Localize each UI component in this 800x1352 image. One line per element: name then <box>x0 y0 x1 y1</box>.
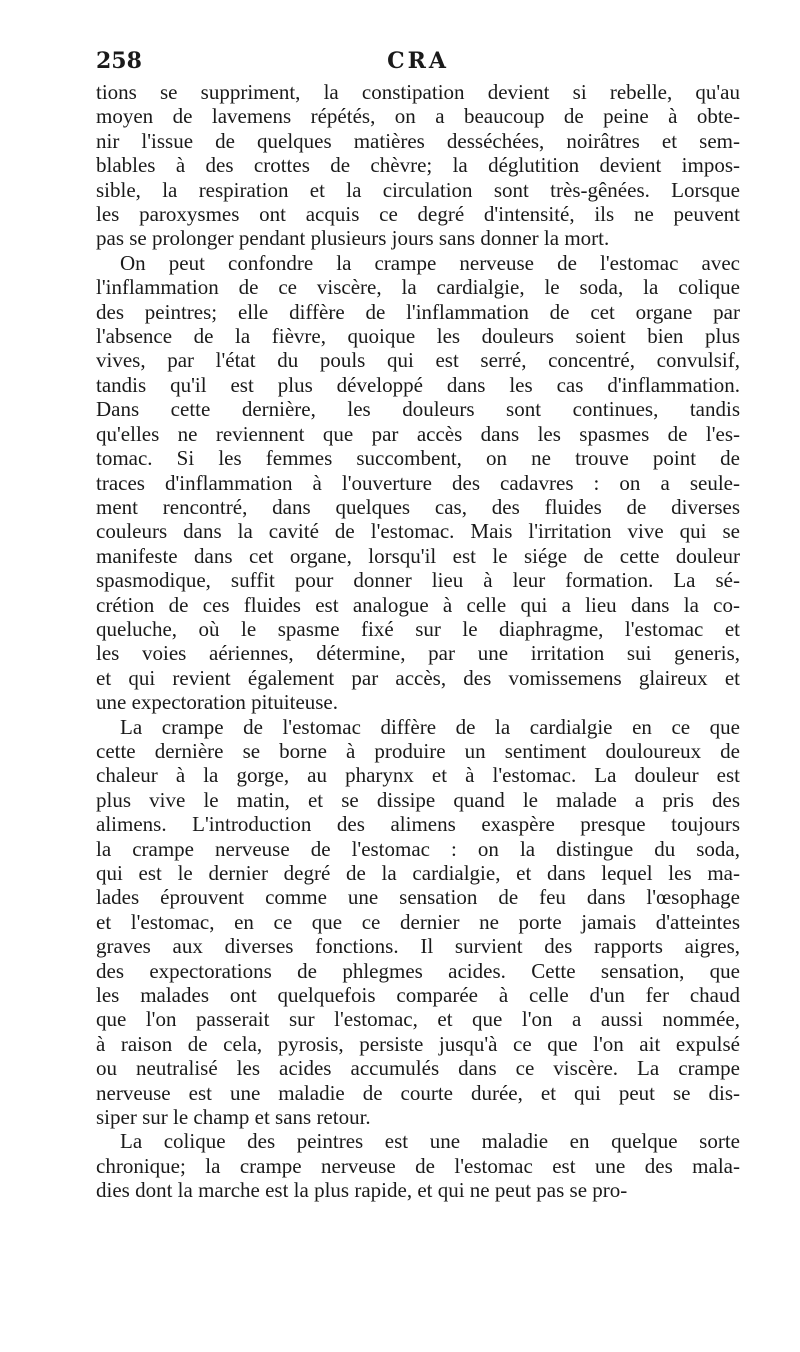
text-line: siper sur le champ et sans retour. <box>96 1105 371 1130</box>
text-line: une expectoration pituiteuse. <box>96 690 339 715</box>
text-line: qui est le dernier degré de la cardialgie, et dans lequel les ma- <box>96 861 740 885</box>
text-line: l'absence de la fièvre, quoique les douleurs soient bien plus <box>96 324 740 349</box>
text-line: sible, la respiration et la circulation sont très-gênées. Lorsque <box>96 177 740 202</box>
page-header <box>96 48 740 78</box>
text-line: graves aux diverses fonctions. Il survient des rapports aigres, <box>96 934 740 959</box>
paragraph <box>96 80 740 251</box>
text-line: à raison de cela, pyrosis, persiste jusqu'à ce que l'on ait expulsé <box>96 1031 740 1056</box>
text-line: spasmodique, suffit pour donner lieu à leur formation. La sé- <box>96 568 740 593</box>
text-line: tomac. Si les femmes succombent, on ne trouve point de <box>96 446 740 471</box>
text-line: nerveuse est une maladie de courte durée, et qui peut se dis- <box>96 1080 740 1105</box>
text-line: nir l'issue de quelques matières desséchées, noirâtres et sem- <box>96 128 740 153</box>
text-line: les paroxysmes ont acquis ce degré d'intensité, ils ne peuvent <box>96 202 740 227</box>
text-line: chronique; la crampe nerveuse de l'estomac est une des mala- <box>96 1153 740 1178</box>
text-line: que l'on passerait sur l'estomac, et que l'on a aussi nommée, <box>96 1007 740 1032</box>
page-number: 258 <box>96 48 142 74</box>
text-line: des expectorations de phlegmes acides. Cette sensation, que <box>96 958 740 983</box>
text-line: manifeste dans cet organe, lorsqu'il est le siége de cette douleur <box>96 543 740 568</box>
text-line: traces d'inflammation à l'ouverture des cadavres : on a seule- <box>96 470 740 495</box>
text-line: couleurs dans la cavité de l'estomac. Mais l'irritation vive qui se <box>96 519 740 544</box>
text-line: et qui revient également par accès, des vomissemens glaireux et <box>96 665 740 690</box>
text-line: les voies aériennes, détermine, par une irritation sui generis, <box>96 641 740 666</box>
text-line: alimens. L'introduction des alimens exaspère presque toujours <box>96 812 740 837</box>
text-line: Dans cette dernière, les douleurs sont continues, tandis <box>96 397 740 422</box>
text-line: ment rencontré, dans quelques cas, des fluides de diverses <box>96 494 740 519</box>
paragraph <box>96 251 740 715</box>
text-line: crétion de ces fluides est analogue à celle qui a lieu dans la co- <box>96 592 740 617</box>
text-line: et l'estomac, en ce que ce dernier ne porte jamais d'atteintes <box>96 909 740 934</box>
text-line: tions se suppriment, la constipation devient si rebelle, qu'au <box>96 80 740 104</box>
text-line: l'inflammation de ce viscère, la cardialgie, le soda, la colique <box>96 275 740 300</box>
running-head: CRA <box>387 48 449 74</box>
paragraph <box>96 715 740 1130</box>
text-line: La colique des peintres est une maladie en quelque sorte <box>120 1129 740 1154</box>
text-line: pas se prolonger pendant plusieurs jours sans donner la mort. <box>96 226 610 251</box>
text-line: chaleur à la gorge, au pharynx et à l'estomac. La douleur est <box>96 763 740 788</box>
text-line: moyen de lavemens répétés, on a beaucoup de peine à obte- <box>96 104 740 129</box>
text-line: plus vive le matin, et se dissipe quand le malade a pris des <box>96 787 740 812</box>
text-line: lades éprouvent comme une sensation de feu dans l'œsophage <box>96 885 740 910</box>
text-line: La crampe de l'estomac diffère de la cardialgie en ce que <box>120 714 740 739</box>
text-line: les malades ont quelquefois comparée à celle d'un fer chaud <box>96 983 740 1008</box>
paragraph <box>96 1129 740 1202</box>
text-line: dies dont la marche est la plus rapide, et qui ne peut pas se pro- <box>96 1178 628 1203</box>
text-line: blables à des crottes de chèvre; la déglutition devient impos- <box>96 153 740 178</box>
body-text <box>96 80 740 1203</box>
text-line: queluche, où le spasme fixé sur le diaphragme, l'estomac et <box>96 616 740 641</box>
text-line: tandis qu'il est plus développé dans les cas d'inflammation. <box>96 372 740 397</box>
text-line: On peut confondre la crampe nerveuse de l'estomac avec <box>120 250 740 275</box>
text-line: des peintres; elle diffère de l'inflammation de cet organe par <box>96 299 740 324</box>
text-line: cette dernière se borne à produire un sentiment douloureux de <box>96 738 740 763</box>
text-line: la crampe nerveuse de l'estomac : on la distingue du soda, <box>96 836 740 861</box>
text-line: vives, par l'état du pouls qui est serré, concentré, convulsif, <box>96 348 740 373</box>
text-line: qu'elles ne reviennent que par accès dans les spasmes de l'es- <box>96 421 740 446</box>
text-line: ou neutralisé les acides accumulés dans ce viscère. La crampe <box>96 1056 740 1081</box>
